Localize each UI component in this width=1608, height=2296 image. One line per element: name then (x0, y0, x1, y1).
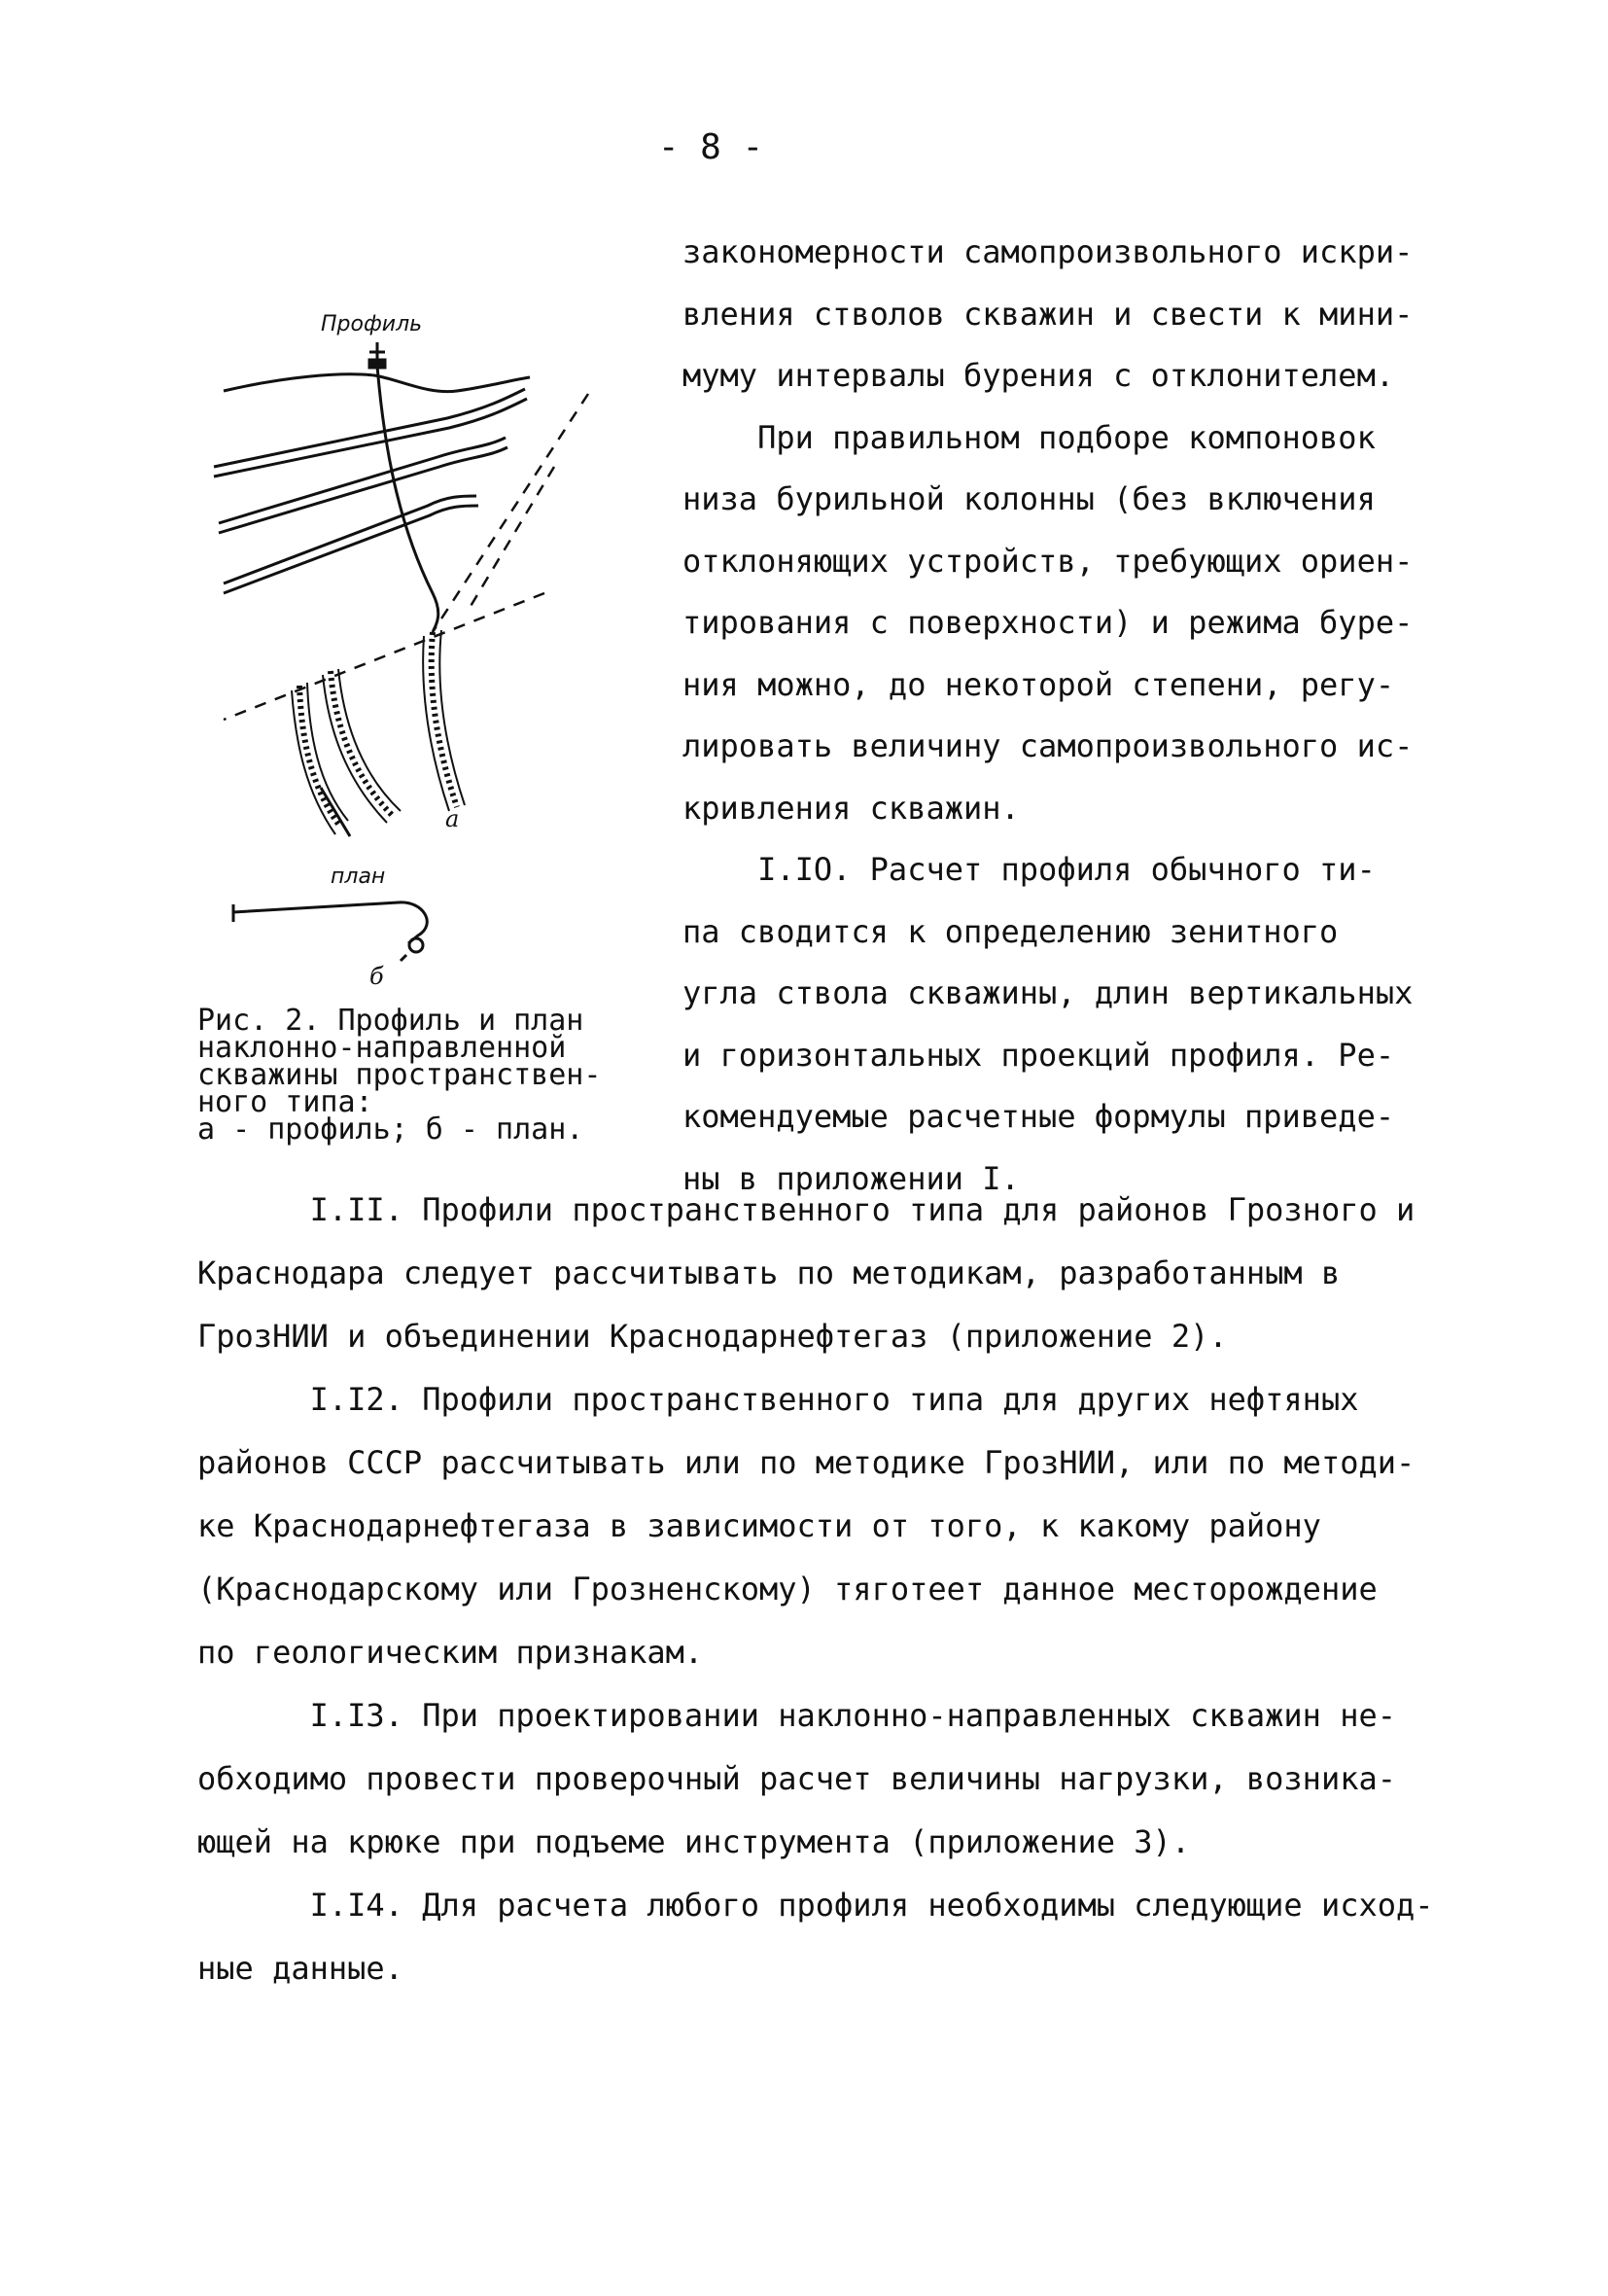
text-line: обходимо провести проверочный расчет величины нагрузки, возника- (197, 1760, 1396, 1797)
text-line: ющей на крюке при подъеме инструмента (приложение 3). (197, 1823, 1191, 1860)
text-line: районов СССР рассчитывать или по методике ГрозНИИ, или по методи- (197, 1444, 1416, 1481)
plan-sublabel: б (369, 963, 384, 990)
derrick-icon (369, 342, 385, 368)
well-profile-drawing (194, 301, 603, 1002)
text-line: ке Краснодарнефтегаза в зависимости от того, к какому району (197, 1507, 1321, 1544)
body-text (197, 1179, 1434, 2000)
profile-label: Профиль (321, 312, 423, 336)
text-line: отклоняющих устройств, требующих ориен- (682, 542, 1414, 580)
text-line: муму интервалы бурения с отклонителем. (682, 357, 1395, 394)
text-line: и горизонтальных проекций профиля. Ре- (682, 1036, 1395, 1074)
borehole-outlines (292, 630, 465, 834)
text-line: ния можно, до некоторой степени, регу- (682, 665, 1395, 703)
text-line: ные данные. (197, 1950, 403, 1987)
text-line: I.I3. При проектировании наклонно-направленных скважин не- (197, 1697, 1396, 1734)
text-line: кривления скважин. (682, 789, 1020, 827)
plan-view (233, 902, 427, 961)
well-profile-figure (194, 301, 603, 1002)
text-line: по геологическим признакам. (197, 1634, 704, 1671)
text-line: низа бурильной колонны (без включения (682, 480, 1376, 517)
text-line: I.II. Профили пространственного типа для районов Грозного и (197, 1191, 1416, 1228)
text-line: комендуемые расчетные формулы приведе- (682, 1098, 1395, 1135)
text-line: па сводится к определению зенитного (682, 912, 1339, 950)
text-line: I.I2. Профили пространственного типа для других нефтяных (197, 1381, 1359, 1418)
well-trajectory (377, 366, 438, 632)
plan-label: план (331, 865, 386, 889)
text-line: I.I4. Для расчета любого профиля необходимы следующие исход- (197, 1887, 1434, 1924)
text-line: тирования с поверхности) и режима буре- (682, 604, 1414, 641)
right-column-text (682, 222, 1421, 1210)
figure-caption (197, 1004, 654, 1147)
profile-sublabel: а (445, 805, 460, 832)
text-line: (Краснодарскому или Грозненскому) тяготеет данное месторождение (197, 1571, 1378, 1607)
text-line: При правильном подборе компоновок (682, 418, 1376, 456)
caption-line: скважины пространствен- (197, 1058, 602, 1092)
caption-line: наклонно-направленной (197, 1031, 567, 1065)
text-line: закономерности самопроизвольного искри- (682, 233, 1414, 270)
text-line: ны в приложении I. (682, 1159, 1020, 1197)
text-line: лировать величину самопроизвольного ис- (682, 727, 1414, 764)
ground-surface (224, 374, 530, 392)
strata-layers (214, 389, 527, 593)
text-line: I.IO. Расчет профиля обычного ти- (682, 851, 1376, 888)
fault-lines (224, 394, 588, 720)
text-line: угла ствола скважины, длин вертикальных (682, 974, 1414, 1011)
borehole-paths (299, 632, 457, 827)
text-line: Краснодара следует рассчитывать по методикам, разработанным в (197, 1254, 1341, 1291)
caption-line: Рис. 2. Профиль и план (197, 1004, 584, 1038)
page-number: - 8 - (657, 127, 764, 167)
text-line: ГрозНИИ и объединении Краснодарнефтегаз (приложение 2). (197, 1318, 1228, 1355)
text-line: вления стволов скважин и свести к мини- (682, 295, 1414, 333)
caption-line: ного типа: (197, 1085, 373, 1119)
caption-line: а - профиль; б - план. (197, 1113, 584, 1147)
